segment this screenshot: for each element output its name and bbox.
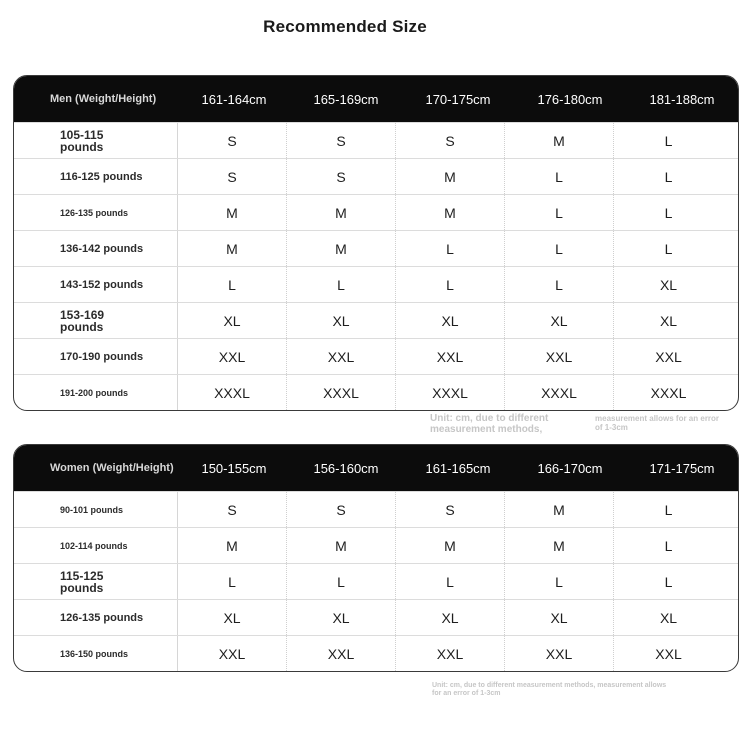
weight-label: 126-135 pounds <box>14 195 178 230</box>
men-size-table <box>13 75 739 411</box>
size-cell: L <box>505 195 614 230</box>
weight-label: 136-150 pounds <box>14 636 178 671</box>
size-cell: M <box>287 231 396 266</box>
men-height-column-4: 176-180cm <box>537 91 603 107</box>
size-cell: XL <box>505 600 614 635</box>
weight-label: 191-200 pounds <box>14 375 178 410</box>
size-cell: XXXL <box>287 375 396 410</box>
size-cell: XXXL <box>505 375 614 410</box>
table-row <box>14 635 738 671</box>
size-cell: M <box>505 492 614 527</box>
weight-label: 105-115 pounds <box>14 123 178 158</box>
size-cell: XXXL <box>396 375 505 410</box>
men-unit-note: Unit: cm, due to different measurement methods, <box>430 413 549 435</box>
weight-label: 153-169 pounds <box>14 303 178 338</box>
women-height-column-5: 171-175cm <box>649 460 715 476</box>
table-row <box>14 230 738 266</box>
size-cell: L <box>505 231 614 266</box>
size-cell: XXXL <box>178 375 287 410</box>
size-cell: XL <box>659 609 678 626</box>
table-row <box>14 491 738 527</box>
size-cell: L <box>664 240 673 257</box>
size-cell: XL <box>178 600 287 635</box>
size-cell: L <box>505 267 614 302</box>
weight-label: 143-152 pounds <box>14 267 178 302</box>
size-cell: L <box>664 537 673 554</box>
size-cell: XXL <box>655 348 682 365</box>
men-height-column-1: 161-164cm <box>201 91 267 107</box>
size-cell: XL <box>659 276 678 293</box>
size-cell: L <box>664 132 673 149</box>
women-header-label: Women (Weight/Height) <box>50 462 174 474</box>
table-row <box>14 599 738 635</box>
weight-label: 90-101 pounds <box>14 492 178 527</box>
weight-label: 136-142 pounds <box>14 231 178 266</box>
size-cell: M <box>505 123 614 158</box>
page-title: Recommended Size <box>263 17 427 36</box>
men-error-note: measurement allows for an error of 1-3cm <box>595 414 720 432</box>
men-header-label: Men (Weight/Height) <box>50 93 157 105</box>
women-height-column-1: 150-155cm <box>201 460 267 476</box>
size-cell: XXXL <box>650 384 687 401</box>
men-height-column-5: 181-188cm <box>649 91 715 107</box>
table-row <box>14 563 738 599</box>
table-row <box>14 122 738 158</box>
size-cell: S <box>287 123 396 158</box>
weight-label: 102-114 pounds <box>14 528 178 563</box>
size-cell: L <box>664 501 673 518</box>
size-cell: L <box>396 267 505 302</box>
size-cell: XXL <box>178 636 287 671</box>
size-cell: XL <box>659 312 678 329</box>
size-cell: XXL <box>655 645 682 662</box>
weight-label: 116-125 pounds <box>14 159 178 194</box>
size-cell: S <box>396 492 505 527</box>
size-cell: M <box>178 195 287 230</box>
size-cell: S <box>178 492 287 527</box>
table-row <box>14 194 738 230</box>
weight-label: 115-125 pounds <box>14 564 178 599</box>
size-cell: L <box>664 168 673 185</box>
women-height-column-3: 161-165cm <box>425 460 491 476</box>
size-cell: XXL <box>287 636 396 671</box>
size-cell: XL <box>505 303 614 338</box>
size-cell: XL <box>287 600 396 635</box>
size-cell: M <box>396 528 505 563</box>
table-row <box>14 158 738 194</box>
women-height-column-2: 156-160cm <box>313 460 379 476</box>
table-row <box>14 266 738 302</box>
women-size-table <box>13 444 739 672</box>
size-cell: XXL <box>396 339 505 374</box>
size-cell: M <box>396 195 505 230</box>
size-cell: S <box>287 159 396 194</box>
size-cell: XXL <box>178 339 287 374</box>
table-row <box>14 302 738 338</box>
table-row <box>14 374 738 410</box>
size-cell: XXL <box>505 339 614 374</box>
size-cell: M <box>178 231 287 266</box>
table-row <box>14 338 738 374</box>
size-cell: L <box>178 267 287 302</box>
weight-label: 170-190 pounds <box>14 339 178 374</box>
size-cell: XXL <box>396 636 505 671</box>
size-cell: XXL <box>287 339 396 374</box>
size-cell: L <box>287 564 396 599</box>
size-cell: M <box>396 159 505 194</box>
size-cell: XL <box>396 303 505 338</box>
size-cell: L <box>178 564 287 599</box>
weight-label: 126-135 pounds <box>14 600 178 635</box>
size-cell: M <box>287 195 396 230</box>
women-header-row <box>14 445 738 491</box>
size-cell: L <box>505 564 614 599</box>
size-cell: L <box>287 267 396 302</box>
size-cell: L <box>396 231 505 266</box>
size-cell: M <box>505 528 614 563</box>
size-cell: XXL <box>505 636 614 671</box>
men-height-column-2: 165-169cm <box>313 91 379 107</box>
size-cell: S <box>178 123 287 158</box>
men-header-row <box>14 76 738 122</box>
size-cell: XL <box>178 303 287 338</box>
women-unit-note: Unit: cm, due to different measurement methods, measurement allows for an error of 1-3cm <box>432 682 667 697</box>
women-height-column-4: 166-170cm <box>537 460 603 476</box>
size-cell: M <box>178 528 287 563</box>
size-cell: L <box>396 564 505 599</box>
size-cell: XL <box>396 600 505 635</box>
size-cell: L <box>664 204 673 221</box>
size-cell: L <box>505 159 614 194</box>
men-height-column-3: 170-175cm <box>425 91 491 107</box>
size-cell: XL <box>287 303 396 338</box>
size-cell: L <box>664 573 673 590</box>
size-cell: S <box>287 492 396 527</box>
size-cell: S <box>178 159 287 194</box>
size-cell: S <box>396 123 505 158</box>
table-row <box>14 527 738 563</box>
size-cell: M <box>287 528 396 563</box>
